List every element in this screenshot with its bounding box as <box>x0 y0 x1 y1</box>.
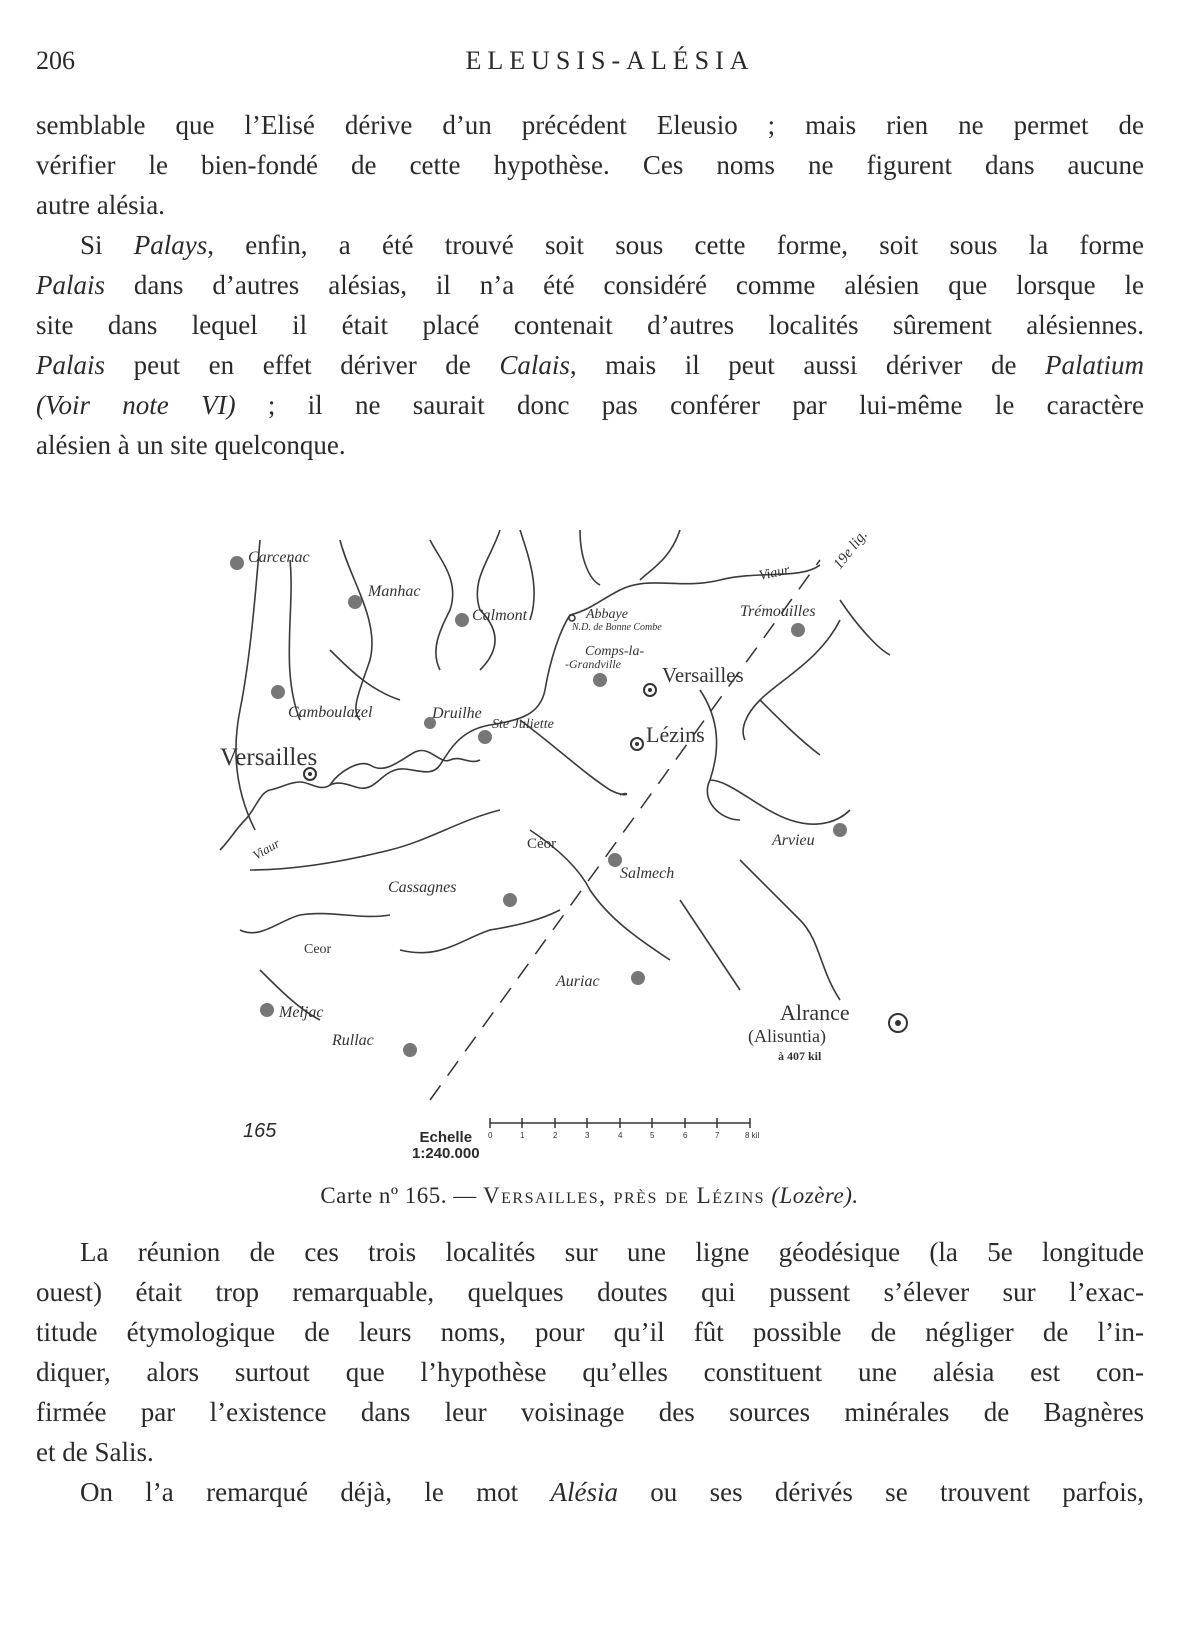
map-label: à 407 kil <box>778 1049 822 1063</box>
caption-region: (Lozère). <box>765 1183 859 1208</box>
figure-number: 165 <box>243 1120 277 1142</box>
text-line: Palais dans d’autres alésias, il n’a été considéré comme alésien que lorsque le <box>36 270 1144 300</box>
scale-tick: 3 <box>585 1131 590 1140</box>
caption-title: Versailles, près de Lézins <box>483 1183 766 1208</box>
scale-label <box>412 1130 480 1162</box>
text-line: autre alésia. <box>36 190 165 220</box>
scale-bar <box>490 1118 750 1128</box>
scale-label-2: 1:240.000 <box>412 1145 480 1162</box>
text-line: La réunion de ces trois localités sur une ligne géodésique (la 5e longitude <box>80 1237 1144 1267</box>
map-label: Abbaye <box>586 607 628 622</box>
map-label: Arvieu <box>772 832 815 849</box>
map-label: Lézins <box>646 722 705 747</box>
map-label: Viaur <box>757 562 792 584</box>
scale-tick: 6 <box>683 1131 688 1140</box>
map-label: Salmech <box>620 865 675 882</box>
map-label: Auriac <box>556 973 600 990</box>
text-line: (Voir note VI) ; il ne saurait donc pas conférer par lui-même le caractère <box>36 390 1144 420</box>
map-drawing <box>200 520 960 1160</box>
map-label: Camboulazel <box>288 704 373 721</box>
map-label: (Alisuntia) <box>748 1026 826 1046</box>
text-line: semblable que l’Elisé dérive d’un précédent Eleusio ; mais rien ne permet de <box>36 110 1144 140</box>
map-label: 19e lig. <box>830 527 871 573</box>
meridian-line <box>430 560 820 1100</box>
text-line: vérifier le bien-fondé de cette hypothèse. Ces noms ne figurent dans aucune <box>36 150 1144 180</box>
map-label: N.D. de Bonne Combe <box>572 622 662 633</box>
map-label: Carcenac <box>248 549 310 566</box>
text-line: et de Salis. <box>36 1437 154 1467</box>
map-label: Ste Juliette <box>492 717 554 732</box>
text-line: Si Palays, enfin, a été trouvé soit sous cette forme, soit sous la forme <box>80 230 1144 260</box>
scale-label-1: Echelle <box>419 1129 473 1146</box>
map-label: Trémouilles <box>740 603 816 620</box>
scale-tick: 4 <box>618 1131 623 1140</box>
map-label: Meljac <box>279 1004 324 1021</box>
page-number: 206 <box>36 46 75 75</box>
text-line: ouest) était trop remarquable, quelques doutes qui pussent s’élever sur l’exac- <box>36 1277 1144 1307</box>
scale-tick: 8 kil <box>745 1131 760 1140</box>
text-line: firmée par l’existence dans leur voisinage des sources minérales de Bagnères <box>36 1397 1144 1427</box>
map-label: Ceor <box>304 942 332 957</box>
paragraph-2 <box>36 225 1144 465</box>
scale-tick-labels <box>488 1131 759 1140</box>
paragraph-1 <box>36 105 1144 225</box>
page-header <box>36 46 1144 82</box>
figure-caption <box>0 1183 1179 1209</box>
map-label: Comps-la- <box>585 644 645 659</box>
map-label: Calmont <box>472 607 528 624</box>
map-label: Céor <box>527 836 557 852</box>
caption-prefix: Carte nº 165. — <box>320 1183 484 1208</box>
scale-tick: 7 <box>715 1131 720 1140</box>
text-line: Palais peut en effet dériver de Calais, mais il peut aussi dériver de Palatium <box>36 350 1144 380</box>
scale-tick: 2 <box>553 1131 558 1140</box>
text-line: site dans lequel il était placé contenait d’autres localités sûrement alésiennes. <box>36 310 1144 340</box>
running-title: ELEUSIS-ALÉSIA <box>465 46 755 75</box>
scale-tick: 1 <box>520 1131 525 1140</box>
map-label: Rullac <box>332 1032 374 1049</box>
text-line: alésien à un site quelconque. <box>36 430 346 460</box>
map-label: Versailles <box>662 663 744 687</box>
map-label: Manhac <box>368 583 421 600</box>
map-label: Alrance <box>780 1000 850 1025</box>
map-label: -Grandville <box>565 657 621 671</box>
paragraph-4 <box>36 1472 1144 1512</box>
map-labels <box>220 527 871 1063</box>
map-label: Druilhe <box>432 705 482 722</box>
scale-tick: 0 <box>488 1131 493 1140</box>
text-line: titude étymologique de leurs noms, pour qu’il fût possible de négliger de l’in- <box>36 1317 1144 1347</box>
map-label: Versailles <box>220 744 318 771</box>
text-line: On l’a remarqué déjà, le mot Alésia ou ses dérivés se trouvent parfois, <box>80 1477 1144 1507</box>
paragraph-3 <box>36 1232 1144 1472</box>
text-line: diquer, alors surtout que l’hypothèse qu’elles constituent une alésia est con- <box>36 1357 1144 1387</box>
scale-tick: 5 <box>650 1131 655 1140</box>
map-label: Viaur <box>250 835 283 863</box>
map-figure <box>200 520 960 1160</box>
map-label: Cassagnes <box>388 879 457 896</box>
